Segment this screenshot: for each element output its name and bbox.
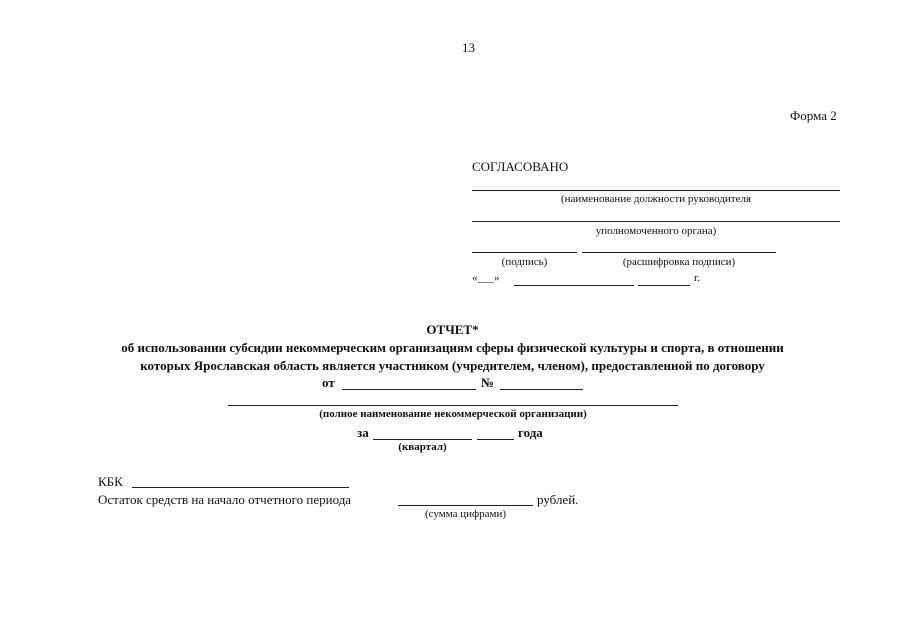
year-label: года xyxy=(518,425,543,440)
date-year-suffix: г. xyxy=(694,272,701,284)
kbk-line xyxy=(132,487,349,488)
org-caption: (полное наименование некоммерческой организации) xyxy=(319,408,587,420)
signature-line xyxy=(472,252,577,253)
page-number: 13 xyxy=(462,40,475,55)
from-label: от xyxy=(322,375,335,390)
quarter-caption: (квартал) xyxy=(398,441,447,453)
balance-label: Остаток средств на начало отчетного периода xyxy=(98,492,352,507)
form-label: Форма 2 xyxy=(790,108,837,123)
agreement-number-line xyxy=(500,389,583,390)
position-caption: (наименование должности руководителя xyxy=(560,193,752,205)
balance-unit: рублей. xyxy=(537,492,579,507)
quarter-line xyxy=(373,439,472,440)
number-label: № xyxy=(481,375,495,390)
amount-caption: (сумма цифрами) xyxy=(424,508,507,520)
report-title: ОТЧЕТ* xyxy=(426,322,479,337)
approval-heading: СОГЛАСОВАНО xyxy=(472,159,569,174)
report-subtitle-line1: об использовании субсидии некоммерческим организациям сферы физической культуры и спорта, в отношении xyxy=(121,340,784,355)
kbk-label: КБК xyxy=(98,474,123,489)
agreement-date-line xyxy=(342,389,476,390)
agency-line xyxy=(472,221,840,222)
period-label: за xyxy=(357,425,369,440)
year-line xyxy=(477,439,514,440)
date-day: «___» xyxy=(472,272,500,284)
decoding-line xyxy=(582,252,776,253)
position-line xyxy=(472,190,840,191)
balance-amount-line xyxy=(398,505,533,506)
agency-caption: уполномоченного органа) xyxy=(595,225,717,237)
report-subtitle-line2: которых Ярославская область является участником (учредителем, членом), предоставленной по договору xyxy=(140,358,765,373)
org-name-line xyxy=(228,405,678,406)
decoding-caption: (расшифровка подписи) xyxy=(622,256,736,268)
signature-caption: (подпись) xyxy=(501,256,548,268)
date-year-line xyxy=(638,285,690,286)
date-month-line xyxy=(514,285,634,286)
